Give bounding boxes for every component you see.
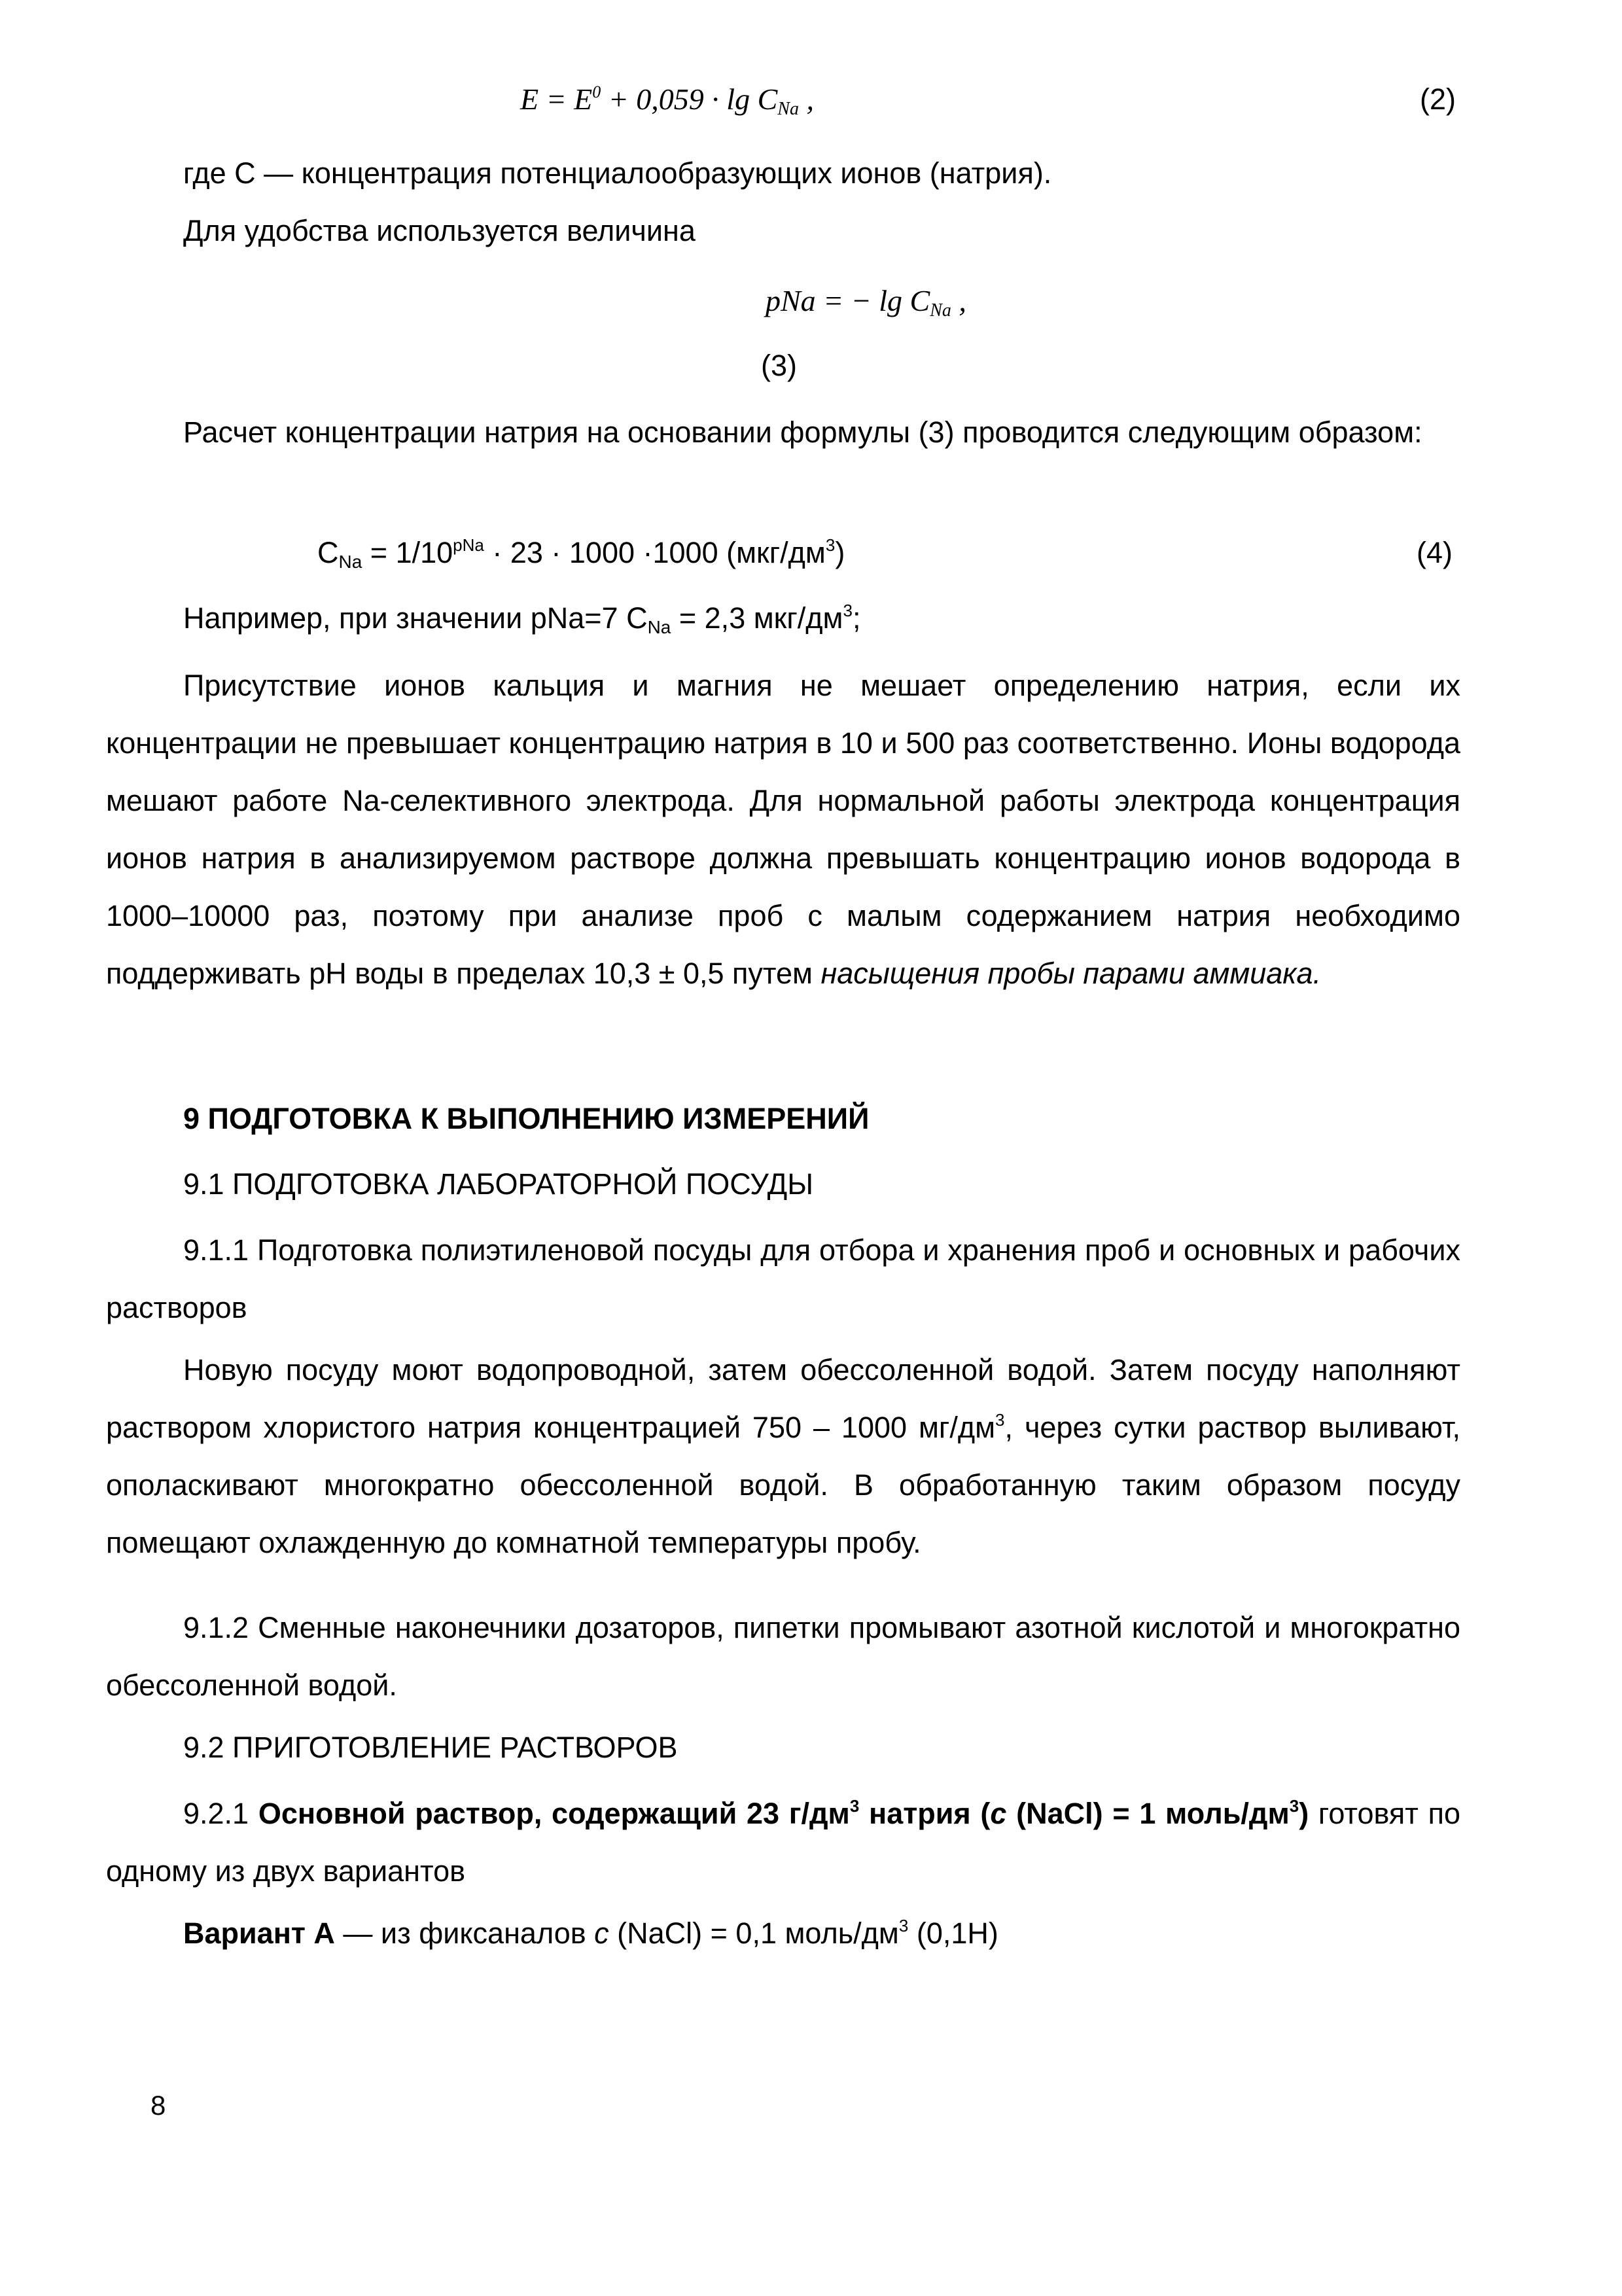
section-9-2-1: 9.2.1 Основной раствор, содержащий 23 $г/дм^3$ натрия (c (NaCl) = 1 моль/$дм^3$) готовят по одному из двух вариантов [106,1796,1460,1888]
calc-paragraph: Расчет концентрации натрия на основании формулы (3) проводится следующим образом: [183,415,1422,449]
where-text: где C — концентрация потенциалообразующих ионов (натрия). [183,156,1052,190]
convenience-text: Для удобства используется величина [183,214,696,247]
formula-3-number: (3) [761,349,797,382]
section-9-1-title: 9.1 ПОДГОТОВКА ЛАБОРАТОРНОЙ ПОСУДЫ [183,1167,814,1201]
presence-italic: насыщения пробы парами аммиака. [820,957,1322,990]
section-9-1-2: 9.1.2 Сменные наконечники дозаторов, пипетки промывают азотной кислотой и многократно обессоленной водой. [106,1611,1460,1702]
section-9-2-title: 9.2 ПРИГОТОВЛЕНИЕ РАСТВОРОВ [183,1731,678,1764]
formula-3: pNa = − $\lg C_{Na}$ , [766,284,966,321]
presence-paragraph: Присутствие ионов кальция и магния не мешает определению натрия, если их концентрации не превышает концентрацию натрия в 10 и 500 раз соответственно. Ионы водорода мешают работе Na-селективного электрода. Для нормальной работы электрода концентрация ионов натрия в анализируемом растворе должна превышать концентрацию ионов водорода в 1000–10000 раз, поэтому при анализе проб с малым содержанием натрия необходимо поддерживать pH воды в пределах 10,3 ± 0,5 путем насыщения пробы парами аммиака. [106,669,1460,990]
variant-a: Вариант А — из фиксаналов c (NaCl) = 0,1 моль/$дм^3$ (0,1Н) [183,1916,998,1950]
example-line: Например, при значении pNa=7 $C_{Na} = 2,3$ мкг/$дм^3$; [183,601,861,637]
section-9-1-1: 9.1.1 Подготовка полиэтиленовой посуды для отбора и хранения проб и основных и рабочих растворов [106,1233,1460,1324]
formula-4-number: (4) [1417,536,1453,569]
formula-4: $C_{Na} = 1/10^{pNa} \cdot 23 \cdot 1000 \cdot 1000$ $(мкг/дм^3)$ [317,535,845,572]
page-number: 8 [150,2090,166,2121]
formula-2: $E = E^0 + 0,059 \cdot \lg C_{Na}$ , [520,82,814,119]
new-dishes-paragraph: Новую посуду моют водопроводной, затем обессоленной водой. Затем посуду наполняют раствором хлористого натрия концентрацией 750 – 1000 $мг/дм^3$, через сутки раствор выливают, ополаскивают многократно обессоленной водой. В обработанную таким образом посуду помещают охлажденную до комнатной температуры пробу. [106,1353,1460,1559]
formula-2-number: (2) [1420,82,1456,116]
section-9-title: 9 ПОДГОТОВКА К ВЫПОЛНЕНИЮ ИЗМЕРЕНИЙ [183,1102,870,1135]
